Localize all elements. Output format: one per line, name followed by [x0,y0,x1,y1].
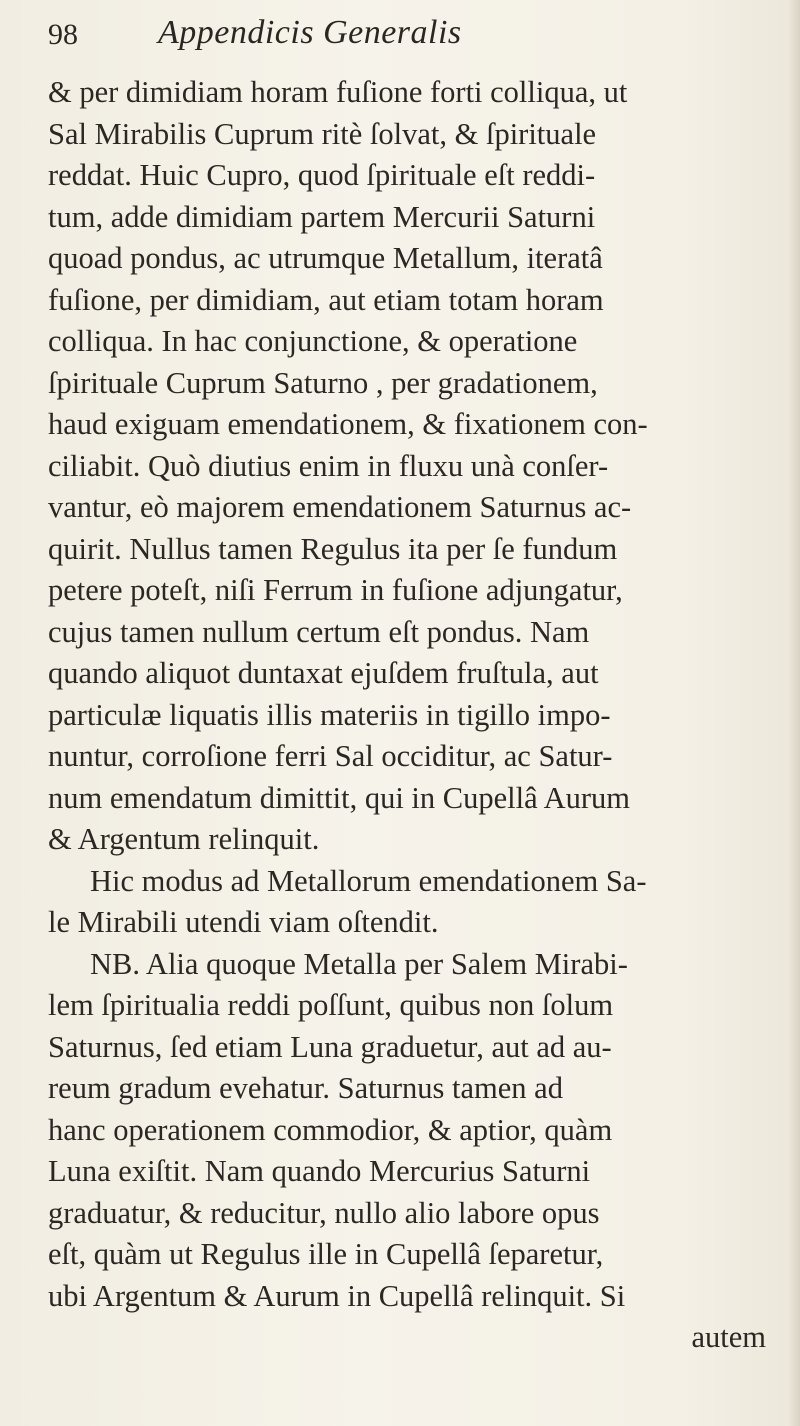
page-edge-shadow [788,0,800,1426]
text-line: reddat. Huic Cupro, quod ſpirituale eſt reddi- [48,158,596,192]
text-line: colliqua. In hac conjunctione, & operatione [48,324,578,358]
text-line: quoad pondus, ac utrumque Metallum, iteratâ [48,241,603,275]
paragraph-start-line: Hic modus ad Metallorum emendationem Sa- [90,863,647,898]
text-line: reum gradum evehatur. Saturnus tamen ad [48,1071,563,1105]
catchword: autem [691,1320,766,1354]
text-line: lem ſpiritualia reddi poſſunt, quibus non ſolum [48,988,614,1022]
text-line: vantur, eò majorem emendationem Saturnus ac- [48,490,632,524]
text-line: quirit. Nullus tamen Regulus ita per ſe fundum [48,531,618,566]
text-line: & Argentum relinquit. [48,822,320,856]
text-line: tum, adde dimidiam partem Mercurii Saturni [48,199,596,234]
text-line: particulæ liquatis illis materiis in tigillo impo- [48,697,611,732]
text-line: ſpirituale Cuprum Saturno , per gradationem, [48,365,598,400]
text-line: & per dimidiam horam fuſione forti colliqua, ut [48,75,628,109]
text-line: nuntur, corroſione ferri Sal occiditur, ac Satur- [48,739,613,773]
text-line: num emendatum dimittit, qui in Cupellâ Aurum [48,780,630,815]
text-line: Saturnus, ſed etiam Luna graduetur, aut ad au- [48,1029,612,1064]
text-line: ciliabit. Quò diutius enim in fluxu unà conſer- [48,448,609,483]
text-line: ubi Argentum & Aurum in Cupellâ relinquit. Si [48,1278,626,1313]
text-line: eſt, quàm ut Regulus ille in Cupellâ ſeparetur, [48,1237,604,1271]
text-line: petere poteſt, niſi Ferrum in fuſione adjungatur, [48,573,623,607]
text-line: Luna exiſtit. Nam quando Mercurius Saturni [48,1154,591,1188]
paragraph-start-line: NB. Alia quoque Metalla per Salem Mirabi- [90,946,628,981]
page-header [48,14,768,58]
text-line: cujus tamen nullum certum eſt pondus. Nam [48,614,590,649]
text-line: fuſione, per dimidiam, aut etiam totam horam [48,282,604,317]
text-line: quando aliquot duntaxat ejuſdem fruſtula, aut [48,656,599,690]
text-line: haud exiguam emendationem, & fixationem con- [48,407,648,441]
text-line: Sal Mirabilis Cuprum ritè ſolvat, & ſpirituale [48,116,597,151]
text-line: le Mirabili utendi viam oſtendit. [48,905,439,939]
text-line: hanc operationem commodior, & aptior, quàm [48,1112,613,1147]
body-text [48,72,784,1359]
text-line: graduatur, & reducitur, nullo alio labore opus [48,1195,600,1230]
running-head: Appendicis Generalis [158,14,462,51]
page-number: 98 [48,18,78,51]
